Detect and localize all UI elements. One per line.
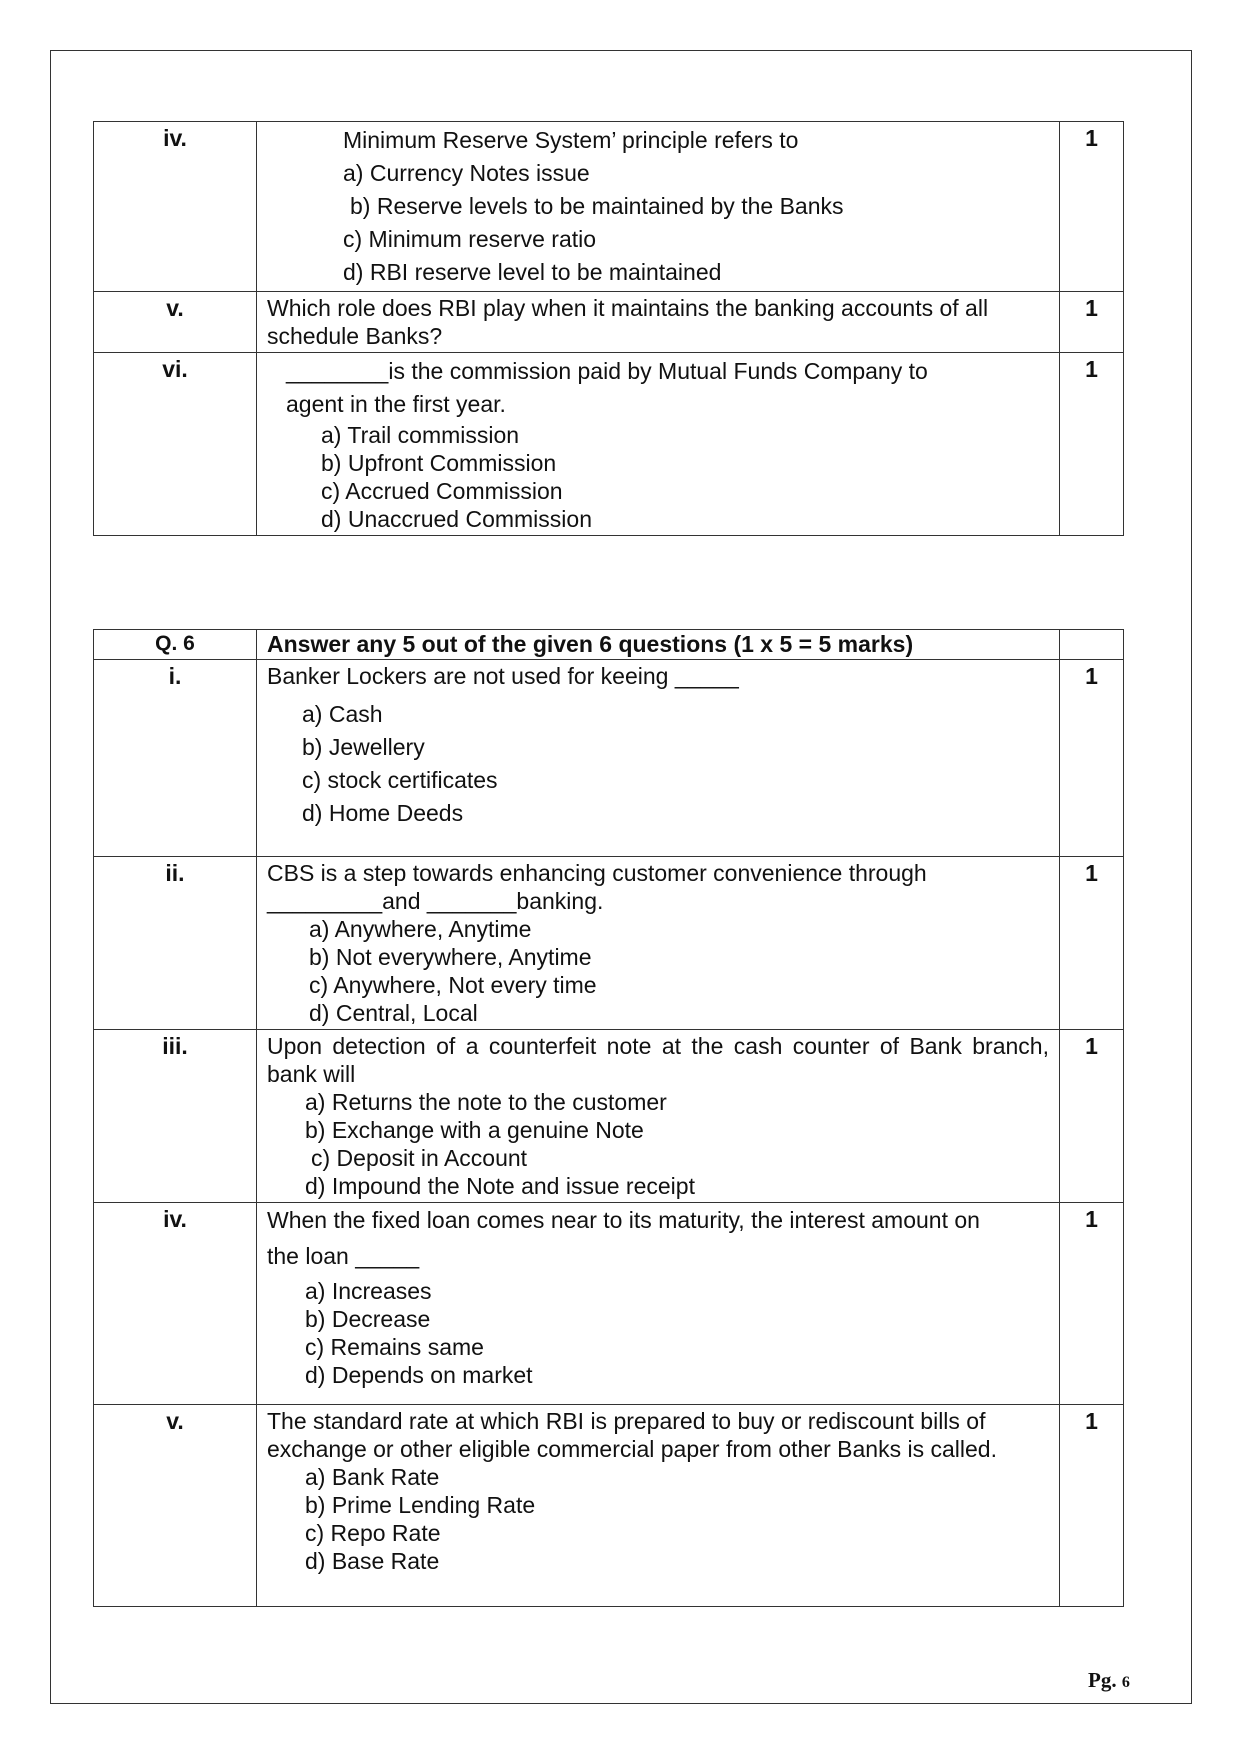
table-header-row — [94, 630, 1124, 660]
page-number-value: 6 — [1121, 1674, 1130, 1691]
option: d) Unaccrued Commission — [321, 506, 592, 532]
table-row — [94, 857, 1124, 1030]
option: d) Impound the Note and issue receipt — [305, 1173, 695, 1199]
table-row — [94, 353, 1124, 536]
option: a) Anywhere, Anytime — [309, 916, 532, 942]
question-text: ________is the commission paid by Mutual Funds Company to — [286, 358, 928, 384]
table-row — [94, 1203, 1124, 1405]
option: b) Upfront Commission — [321, 450, 557, 476]
question-cell — [257, 660, 1060, 857]
option: a) Increases — [305, 1278, 432, 1304]
question-text: Which role does RBI play when it maintains the banking accounts of all schedule Banks? — [267, 295, 989, 349]
question-text: Upon detection of a counterfeit note at the cash counter of Bank branch, bank will — [267, 1033, 1049, 1087]
marks: 1 — [1060, 122, 1124, 292]
question-cell — [257, 353, 1060, 536]
question-6-table — [93, 629, 1124, 1607]
page-number — [1088, 1668, 1130, 1693]
table-row — [94, 1405, 1124, 1607]
option: c) Minimum reserve ratio — [343, 226, 597, 252]
question-text: agent in the first year. — [286, 391, 506, 417]
marks-header — [1060, 630, 1124, 660]
option: c) Accrued Commission — [321, 478, 563, 504]
question-table-continued — [93, 121, 1124, 536]
option: b) Not everywhere, Anytime — [309, 944, 592, 970]
option: d) RBI reserve level to be maintained — [343, 259, 722, 285]
option: b) Exchange with a genuine Note — [305, 1117, 644, 1143]
option: d) Central, Local — [309, 1000, 478, 1026]
question-cell — [257, 292, 1060, 353]
option: a) Cash — [302, 701, 383, 727]
question-number: v. — [94, 1405, 257, 1607]
question-number: iv. — [94, 122, 257, 292]
marks: 1 — [1060, 1203, 1124, 1405]
table-row — [94, 122, 1124, 292]
option: d) Depends on market — [305, 1362, 533, 1388]
question-text: The standard rate at which RBI is prepared to buy or rediscount bills of exchange or other eligible commercial paper from other Banks is called. — [267, 1408, 997, 1462]
question-number: iv. — [94, 1203, 257, 1405]
marks: 1 — [1060, 292, 1124, 353]
option: a) Bank Rate — [305, 1464, 440, 1490]
question-text: Minimum Reserve System’ principle refers to — [343, 127, 799, 153]
option: d) Base Rate — [305, 1548, 440, 1574]
question-text: When the fixed loan comes near to its maturity, the interest amount on — [267, 1207, 980, 1233]
option: c) Deposit in Account — [311, 1145, 528, 1171]
question-cell — [257, 857, 1060, 1030]
table-row — [94, 660, 1124, 857]
option: c) stock certificates — [302, 767, 498, 793]
option: b) Decrease — [305, 1306, 431, 1332]
option: b) Reserve levels to be maintained by the Banks — [350, 193, 844, 219]
marks: 1 — [1060, 660, 1124, 857]
question-group-number: Q. 6 — [94, 630, 257, 660]
question-cell — [257, 1203, 1060, 1405]
option: c) Anywhere, Not every time — [309, 972, 597, 998]
question-cell — [257, 1405, 1060, 1607]
option: a) Returns the note to the customer — [305, 1089, 667, 1115]
table-row — [94, 1030, 1124, 1203]
page-label: Pg. — [1088, 1668, 1117, 1692]
question-number: vi. — [94, 353, 257, 536]
question-cell — [257, 122, 1060, 292]
question-number: i. — [94, 660, 257, 857]
option: b) Jewellery — [302, 734, 425, 760]
marks: 1 — [1060, 353, 1124, 536]
option: c) Repo Rate — [305, 1520, 441, 1546]
marks: 1 — [1060, 857, 1124, 1030]
table-row — [94, 292, 1124, 353]
question-number: iii. — [94, 1030, 257, 1203]
question-number: v. — [94, 292, 257, 353]
question-text: the loan _____ — [267, 1243, 420, 1269]
option: a) Trail commission — [321, 422, 520, 448]
marks: 1 — [1060, 1030, 1124, 1203]
marks: 1 — [1060, 1405, 1124, 1607]
question-group-title: Answer any 5 out of the given 6 questions (1 x 5 = 5 marks) — [257, 630, 1060, 660]
question-number: ii. — [94, 857, 257, 1030]
question-cell — [257, 1030, 1060, 1203]
question-text: CBS is a step towards enhancing customer convenience through — [267, 860, 927, 886]
question-text: Banker Lockers are not used for keeing _____ — [267, 663, 739, 689]
option: c) Remains same — [305, 1334, 484, 1360]
question-text: _________and _______banking. — [267, 888, 604, 914]
option: b) Prime Lending Rate — [305, 1492, 536, 1518]
option: a) Currency Notes issue — [343, 160, 590, 186]
option: d) Home Deeds — [302, 800, 464, 826]
